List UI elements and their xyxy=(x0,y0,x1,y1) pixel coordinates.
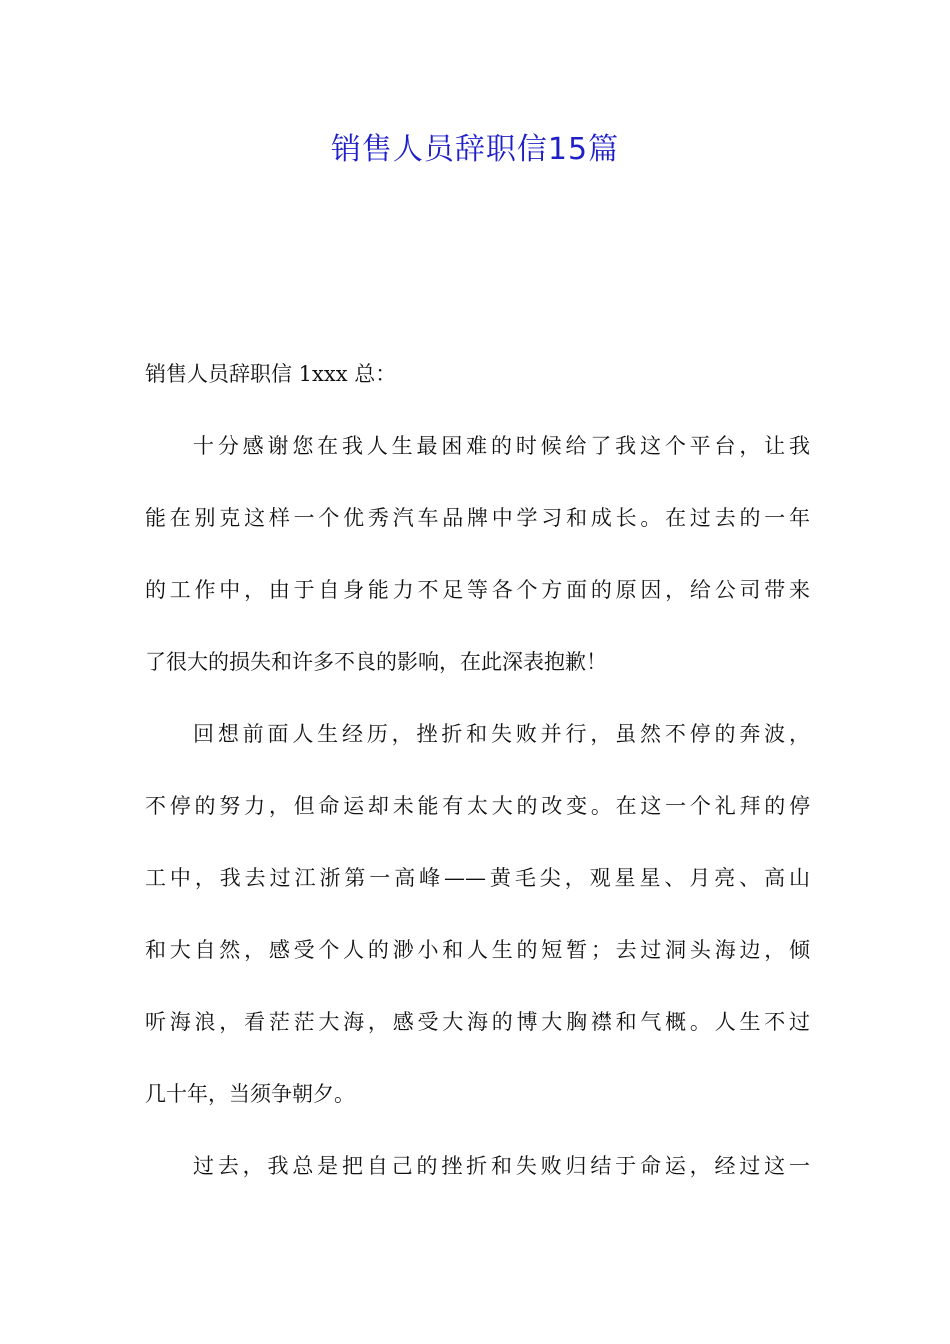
salutation-line: 销售人员辞职信 1xxx 总： xyxy=(145,362,397,386)
paragraph-1-line-1: 十分感谢您在我人生最困难的时候给了我这个平台，让我 xyxy=(193,434,810,458)
letter-body xyxy=(145,338,810,1202)
paragraph-2-line-1: 回想前面人生经历，挫折和失败并行，虽然不停的奔波， xyxy=(193,722,810,746)
paragraph-2-line-5: 听海浪，看茫茫大海，感受大海的博大胸襟和气概。人生不过 xyxy=(145,1010,810,1034)
paragraph-2-line-4: 和大自然，感受个人的渺小和人生的短暂；去过洞头海边，倾 xyxy=(145,938,810,962)
paragraph-1-line-3: 的工作中，由于自身能力不足等各个方面的原因，给公司带来 xyxy=(145,578,810,602)
paragraph-1-line-2: 能在别克这样一个优秀汽车品牌中学习和成长。在过去的一年 xyxy=(145,506,810,530)
paragraph-2-line-3: 工中，我去过江浙第一高峰——黄毛尖，观星星、月亮、高山 xyxy=(145,866,810,890)
paragraph-1-line-4: 了很大的损失和许多不良的影响，在此深表抱歉！ xyxy=(145,650,607,674)
paragraph-2-line-6: 几十年，当须争朝夕。 xyxy=(145,1082,355,1106)
document-title: 销售人员辞职信15篇 xyxy=(330,132,620,167)
paragraph-3-line-1: 过去，我总是把自己的挫折和失败归结于命运，经过这一 xyxy=(193,1154,810,1178)
paragraph-2-line-2: 不停的努力，但命运却未能有太大的改变。在这一个礼拜的停 xyxy=(145,794,810,818)
